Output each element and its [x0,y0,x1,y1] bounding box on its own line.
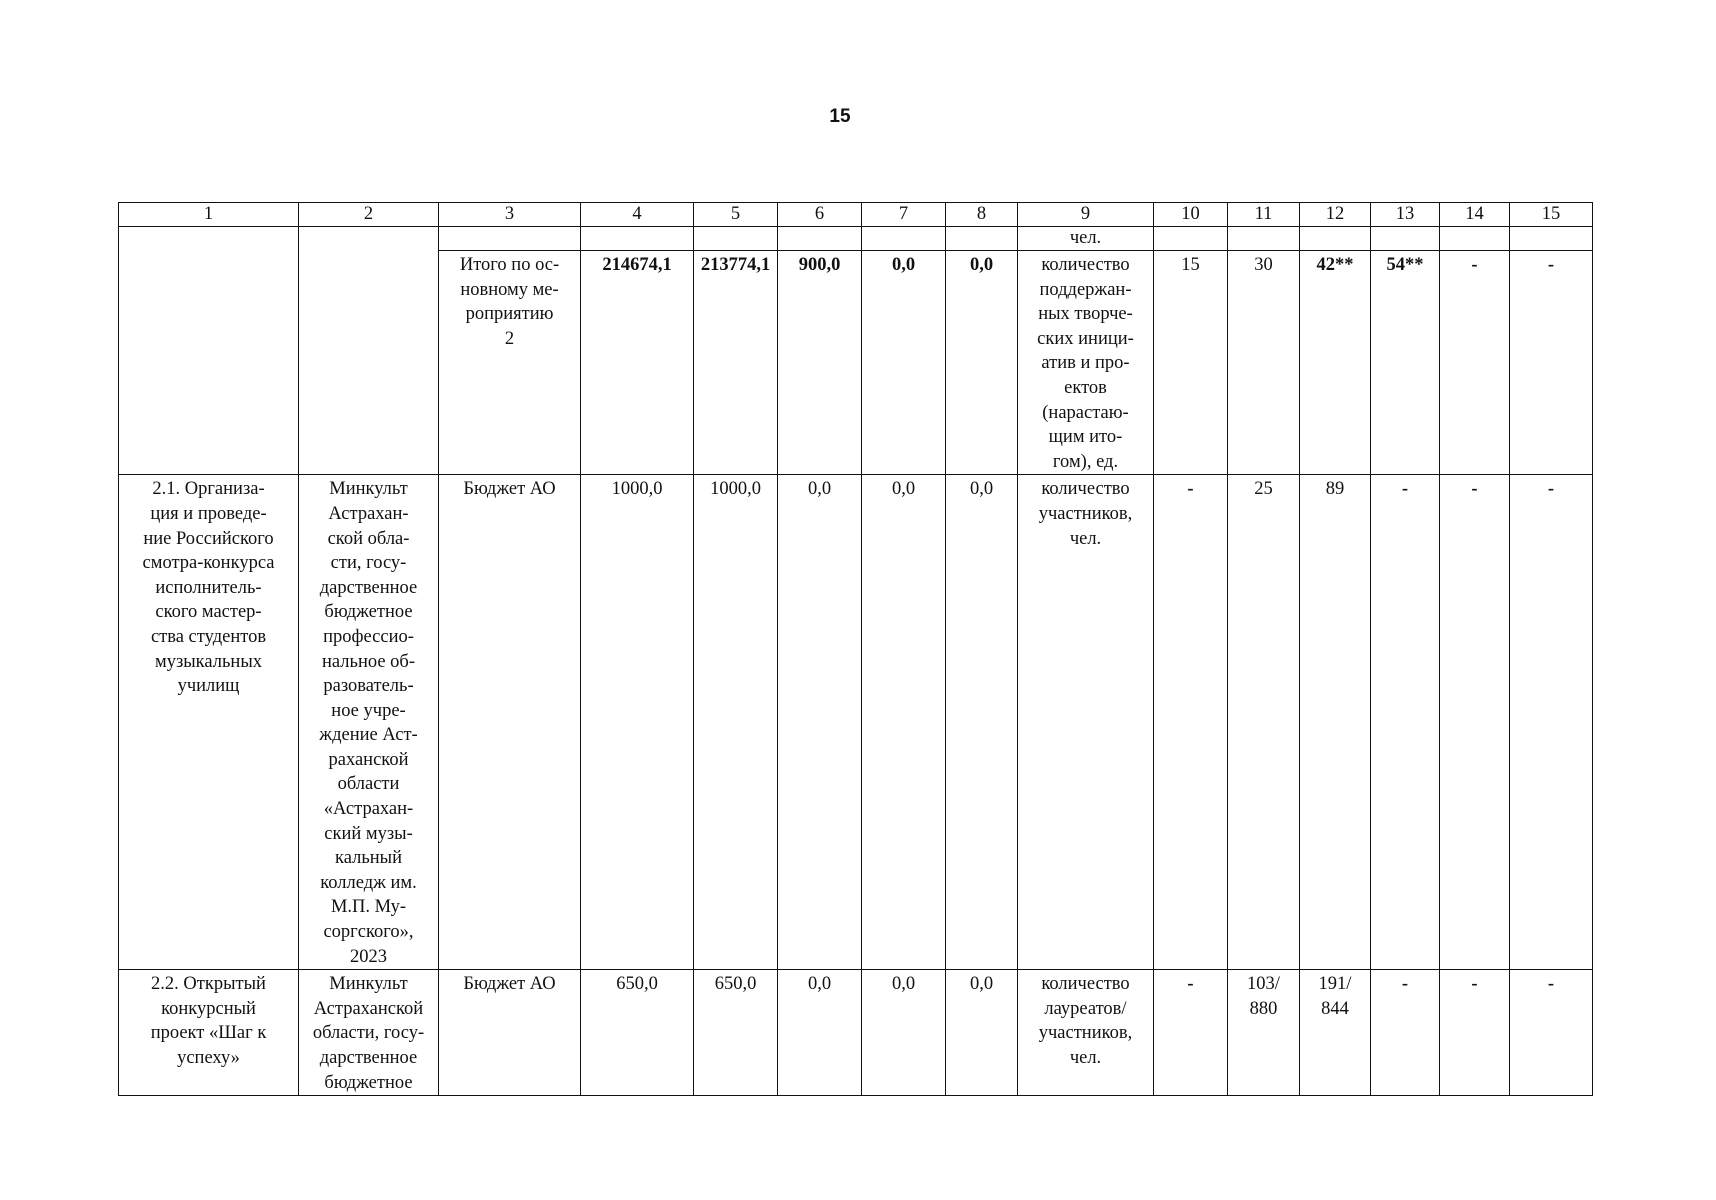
row-2-1-source: Бюджет АО [439,475,581,970]
row-2-2-executor-line: Минкульт [329,974,408,995]
continuation-cell-col12 [1300,227,1371,251]
row-2-1-col6: 0,0 [778,475,862,970]
row-2-1-executor-line: бюджетное [324,602,413,623]
column-number-13: 13 [1371,203,1440,227]
row-2-1-col7: 0,0 [862,475,946,970]
row-2-2-indicator-line: количество [1041,974,1130,995]
continuation-cell-col4 [581,227,694,251]
row-2-2-col10: - [1154,970,1228,1096]
row-2-1-executor-line: ской обла- [327,528,410,549]
row-2-1-indicator-line: участников, [1038,503,1133,524]
row-2-2-col12 [1300,970,1371,1096]
column-number-6: 6 [778,203,862,227]
row-2-2-col11 [1228,970,1300,1096]
row-2-1-executor-line: М.П. Му- [330,897,407,918]
total-value-col15: - [1510,251,1593,475]
row-2-2-col11-line: 880 [1249,998,1278,1019]
row-2-1-activity-line: ства студентов [150,626,267,647]
total-indicator-line: атив и про- [1041,353,1130,374]
row-2-2-col11-line: 103/ [1247,974,1280,995]
column-number-4: 4 [581,203,694,227]
continuation-cell-col10 [1154,227,1228,251]
row-2-1-executor-line: 2023 [350,946,387,967]
table-header-row [119,203,1593,227]
row-2-1-activity-line: 2.1. Организа- [152,479,265,500]
row-2-2-activity-line: успеху» [177,1048,240,1068]
row-2-1-executor-line: Астрахан- [328,503,409,524]
row-2-1-col13: - [1371,475,1440,970]
total-indicator-line: поддержан- [1039,279,1132,300]
row-2-1-executor-line: Минкульт [329,479,408,500]
row-2-1-executor-line: кальный [335,848,402,869]
row-2-2-col4: 650,0 [581,970,694,1096]
continuation-cell-col15 [1510,227,1593,251]
continuation-cell-col5 [694,227,778,251]
row-2-2-col14: - [1440,970,1510,1096]
row-2-2-executor-line: дарственное [319,1048,418,1068]
continuation-row [119,227,1593,251]
row-2-2-col7: 0,0 [862,970,946,1096]
row-2-2-indicator [1018,970,1154,1096]
row-2-2-activity-line: 2.2. Открытый [151,974,266,995]
total-value-col14: - [1440,251,1510,475]
total-indicator-line: гом), ед. [1052,451,1119,472]
row-2-2-activity-line: проект «Шаг к [150,1023,267,1044]
row-2-1-executor-line: соргского», [323,922,414,943]
continuation-cell-col6 [778,227,862,251]
row-2-1-col15: - [1510,475,1593,970]
row-2-2-col8: 0,0 [946,970,1018,1096]
row-2-2-col13: - [1371,970,1440,1096]
row-2-1-indicator-line: количество [1041,479,1130,500]
total-indicator-line: количество [1041,255,1130,275]
row-2-1-executor [299,475,439,970]
row-2-2-executor-line: бюджетное [324,1072,413,1093]
row-2-2-indicator-line: чел. [1069,1048,1102,1068]
total-indicator-line: щим ито- [1048,427,1123,448]
total-indicator [1018,251,1154,475]
total-sum-col7: 0,0 [862,251,946,475]
total-value-col13: 54** [1371,251,1440,475]
total-sum-col6: 900,0 [778,251,862,475]
continuation-cell-col14 [1440,227,1510,251]
row-2-1-activity [119,475,299,970]
row-2-1-col11: 25 [1228,475,1300,970]
row-2-1-executor-line: раханской [328,749,409,770]
row-2-1-activity-line: ние Российского [143,528,274,549]
row-2-1-col8: 0,0 [946,475,1018,970]
row-2-1-activity-line: ского мастер- [155,602,262,623]
total-indicator-line: ских иници- [1037,328,1134,349]
total-label-line: роприятию [465,304,554,325]
column-number-3: 3 [439,203,581,227]
row-2-1-executor-line: колледж им. [320,872,417,893]
row-2-2-activity [119,970,299,1096]
total-indicator-line: ектов [1064,377,1107,398]
continuation-indicator-unit: чел. [1018,227,1154,251]
row-2-2-col5: 650,0 [694,970,778,1096]
total-label-line: Итого по ос- [459,255,560,275]
row-2-1-executor-line: разователь- [323,676,414,697]
continuation-cell-col13 [1371,227,1440,251]
row-2-1-executor-line: дарственное [319,577,418,598]
row-2-1-executor-line: нальное об- [322,651,415,672]
row-2-1-col14: - [1440,475,1510,970]
column-number-7: 7 [862,203,946,227]
row-2-2-col6: 0,0 [778,970,862,1096]
total-sum-col4: 214674,1 [581,251,694,475]
row-2-2-executor-line: области, госу- [312,1023,425,1044]
column-number-5: 5 [694,203,778,227]
page-number: 15 [829,106,851,127]
column-number-8: 8 [946,203,1018,227]
total-label-line: 2 [504,328,515,349]
continuation-cell-col2 [299,227,439,475]
total-sum-col5: 213774,1 [694,251,778,475]
row-2-2-indicator-line: участников, [1038,1023,1133,1044]
row-2-1-executor-line: ждение Аст- [319,725,418,746]
column-number-14: 14 [1440,203,1510,227]
row-2-1-executor-line: «Астрахан- [323,799,414,820]
row-2-1-col5: 1000,0 [694,475,778,970]
row-2-1-activity-line: ция и проведе- [150,503,267,524]
row-2-2-executor [299,970,439,1096]
row-2-1-activity-line: музыкальных [154,651,263,672]
total-value-col11: 30 [1228,251,1300,475]
row-2-1-col12: 89 [1300,475,1371,970]
row-2-1-executor-line: области [337,774,400,795]
column-number-15: 15 [1510,203,1593,227]
total-indicator-line: ных творче- [1038,304,1133,325]
column-number-2: 2 [299,203,439,227]
continuation-cell-col8 [946,227,1018,251]
row-2-2-activity-line: конкурсный [161,998,256,1019]
total-indicator-line: (нарастаю- [1042,402,1129,423]
row-2-1-executor-line: ский музы- [324,823,413,844]
row-2-1-activity-line: училищ [177,676,240,697]
row-2-2-col12-line: 191/ [1318,974,1352,995]
column-number-1: 1 [119,203,299,227]
row-2-2-indicator-line: лауреатов/ [1044,998,1127,1019]
row-2-2-col12-line: 844 [1321,998,1349,1019]
table-row-2-1 [119,475,1593,970]
continuation-cell-col7 [862,227,946,251]
column-number-11: 11 [1228,203,1300,227]
row-2-2-executor-line: Астраханской [313,998,424,1019]
total-value-col10: 15 [1154,251,1228,475]
row-2-1-activity-line: исполнитель- [155,577,262,598]
continuation-cell-col1 [119,227,299,475]
column-number-9: 9 [1018,203,1154,227]
continuation-cell-col11 [1228,227,1300,251]
row-2-1-activity-line: смотра-конкурса [142,553,275,574]
continuation-cell-col3 [439,227,581,251]
total-label-line: новному ме- [460,279,559,300]
row-2-1-executor-line: ное учре- [331,700,406,721]
total-value-col12: 42** [1300,251,1371,475]
total-sum-col8: 0,0 [946,251,1018,475]
row-2-1-col10: - [1154,475,1228,970]
row-2-1-indicator-line: чел. [1069,528,1102,549]
row-2-2-col15: - [1510,970,1593,1096]
total-label [439,251,581,475]
row-2-1-executor-line: профессио- [323,626,414,647]
row-2-1-col4: 1000,0 [581,475,694,970]
column-number-10: 10 [1154,203,1228,227]
row-2-1-executor-line: сти, госу- [330,553,407,574]
program-table [118,202,1593,1096]
row-2-1-indicator [1018,475,1154,970]
table-row-2-2 [119,970,1593,1096]
column-number-12: 12 [1300,203,1371,227]
row-2-2-source: Бюджет АО [439,970,581,1096]
